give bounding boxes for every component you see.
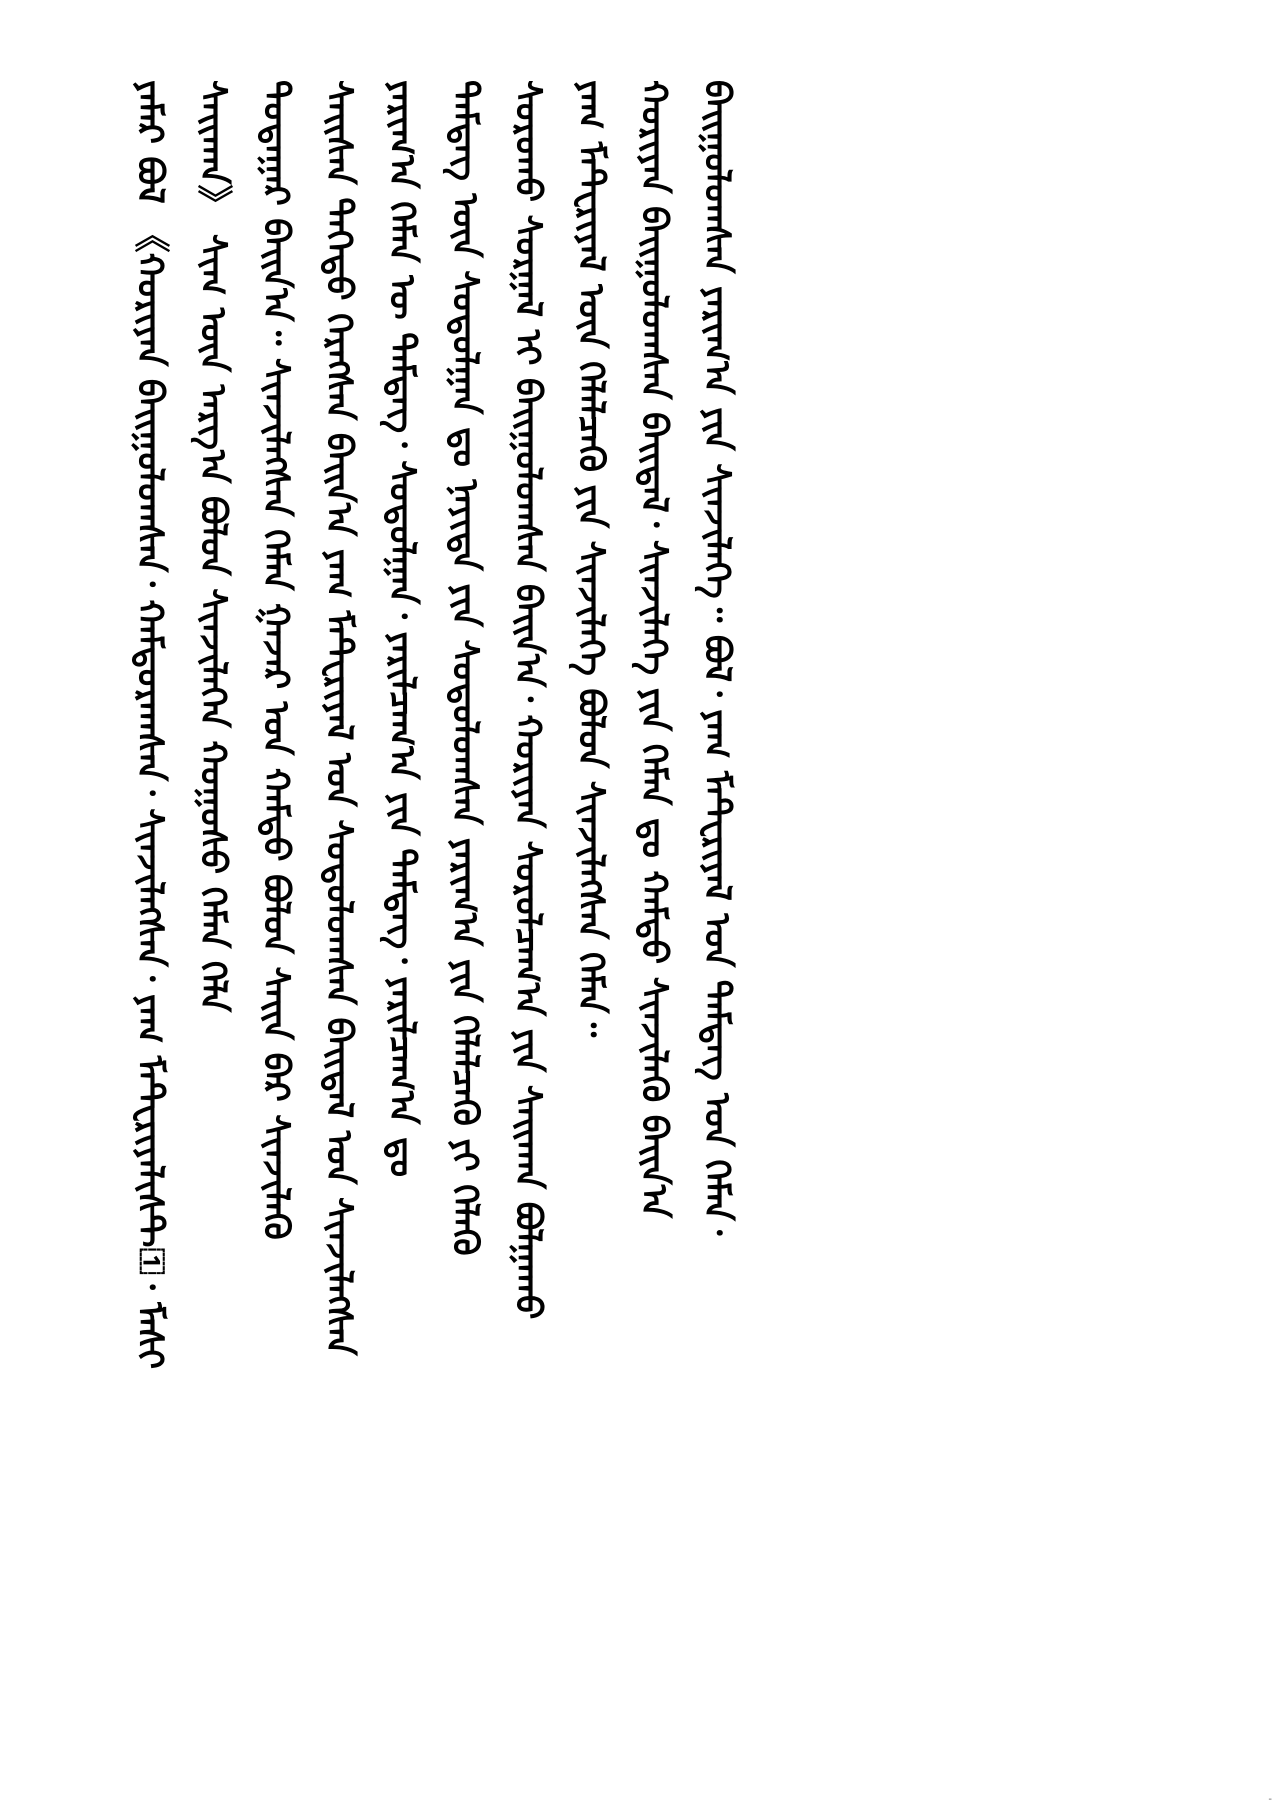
mongolian-text-block xyxy=(118,80,1128,1770)
text-line: ᠰᠠᠢᠰᠠᠨ ᠳᠡᠭᠡᠳᠦ ᠬᠡᠷᠡᠭᠰᠡᠨ ᠪᠠᠢᠨ᠎ᠠ ᠶᠠᠭ ᠮᠠᠲ᠋ᠧᠷᠢᠶᠠᠯ ᠤᠨ ᠰᠤᠳᠤᠯᠤᠭᠰᠠᠨ ᠪᠠᠢᠳᠠᠯ ᠤᠨ ᠰᠢᠨᠵᠢᠯᠡᠭᠰᠡᠨ xyxy=(318,80,359,1356)
text-line: ᠪᠠᠢᠭᠤᠯᠤᠭᠰᠠᠨ ᠶᠠᠷᠢᠭ᠎ᠠ ᠶᠢᠨ ᠰᠢᠨᠵᠢᠯᠡᠭᠡ᠃ ᠪᠣᠯ᠂ ᠶᠠᠭ ᠮᠠᠲ᠋ᠧᠷᠢᠶᠠᠯ ᠤᠨ ᠲᠡᠮᠳᠡᠭ ᠤᠨ ᠬᠡᠮᠡᠨ᠂ xyxy=(696,80,737,1236)
text-line: ᠶᠠᠷᠢᠭ᠎ᠠ ᠬᠡᠮᠡᠨ ᠦ ᠲᠡᠮᠳᠡᠭ᠂ ᠰᠤᠳᠤᠯᠭᠠᠨ᠂ ᠶᠠᠷᠢᠯᠴᠠᠭ᠎ᠠ ᠶᠢᠨ ᠲᠡᠮᠳᠡᠭ᠂ ᠶᠠᠷᠢᠯᠴᠠᠭ᠎ᠠ ᠳᠤ xyxy=(381,80,422,1178)
text-line: ᠲᠡᠮᠳᠡᠭ ᠦᠨ ᠰᠤᠳᠤᠯᠭᠠᠨ ᠳᠤ ᠨᠡᠶᠢᠲᠡ ᠶᠢᠨ ᠰᠤᠳᠤᠯᠤᠭᠰᠠᠨ ᠶᠠᠷᠢᠭ᠎ᠠ ᠶᠢᠨ ᠬᠡᠯᠡᠯᠴᠡᠬᠦ ᠶᠢ ᠬᠡᠯᠡᠬᠦ xyxy=(444,80,485,1256)
text-line: ᠶᠠᠮᠠᠷ ᠪᠣᠯ 《ᠬᠣᠷᠢᠶᠠᠨ ᠪᠠᠢᠭᠤᠯᠤᠭᠰᠠᠨ᠂ ᠬᠠᠮᠲᠤᠷᠠᠭᠰᠠᠨ᠂ ᠰᠢᠨᠵᠢᠯᠡᠭᠰᠡᠨ᠂ ᠶᠠᠭ ᠮᠠᠲ᠋ᠧᠷᠢᠶᠠᠯᠢᠰᠲ᠋᠂ ᠮᠠᠰᠢ xyxy=(129,80,170,1370)
text-line: ᠳᠤᠲᠠᠭᠠᠷ ᠪᠠᠢᠨ᠎ᠠ᠃ ᠰᠢᠨᠵᠢᠯᠡᠭᠰᠡᠨ ᠬᠡᠮᠡᠨ ᠭᠠᠵᠠᠷ ᠤᠨ ᠬᠠᠮᠲᠤ ᠪᠣᠯᠣᠨ ᠰᠠᠢᠨ ᠪᠡᠷ ᠰᠢᠨᠵᠢᠯᠡᠬᠦ xyxy=(255,80,296,1240)
text-line: ᠰᠤᠷᠤᠬᠤ ᠰᠤᠷᠭᠠᠯ ᠢ ᠪᠠᠢᠭᠤᠯᠤᠭᠰᠠᠨ ᠪᠠᠢᠨ᠎ᠠ᠂ ᠬᠣᠷᠢᠶᠠᠨ ᠰᠤᠷᠤᠯᠴᠠᠭ᠎ᠠ ᠶᠢᠨ ᠰᠠᠢᠬᠠᠨ ᠪᠣᠯᠭᠠᠬᠤ xyxy=(507,80,548,1320)
text-line: ᠬᠣᠷᠢᠶᠠᠨ ᠪᠠᠢᠭᠤᠯᠤᠭᠰᠠᠨ ᠪᠠᠢᠳᠠᠯ᠂ ᠰᠢᠨᠵᠢᠯᠡᠭᠡ ᠶᠢᠨ ᠬᠡᠮᠡᠨ ᠳᠤ ᠬᠠᠮᠲᠤ ᠰᠢᠨᠵᠢᠯᠡᠬᠦ ᠪᠠᠢᠨ᠎ᠠ xyxy=(633,80,674,1219)
text-line: ᠰᠠᠢᠬᠠᠨ》 ᠰᠢᠭ᠋ ᠦᠨ ᠠᠷᠭ᠎ᠠ ᠪᠣᠯᠣᠨ ᠰᠢᠨᠵᠢᠯᠡᠭᠡᠨ ᠬᠣᠭᠣᠰᠣ ᠬᠡᠮᠡᠨ ᠬᠡᠯᠡ xyxy=(192,80,233,1013)
text-line: ᠶᠠᠭ ᠮᠠᠲ᠋ᠧᠷᠢᠶᠠᠯ ᠦᠨ ᠬᠡᠯᠡᠯᠴᠡᠬᠦ ᠶᠢᠨ ᠰᠢᠨᠵᠢᠯᠡᠭᠡ ᠪᠣᠯᠣᠨ ᠰᠢᠨᠵᠢᠯᠡᠭᠰᠡᠨ ᠬᠡᠮᠡᠨ᠃ xyxy=(570,80,611,1038)
page-corner-mark: - xyxy=(1268,1794,1272,1805)
